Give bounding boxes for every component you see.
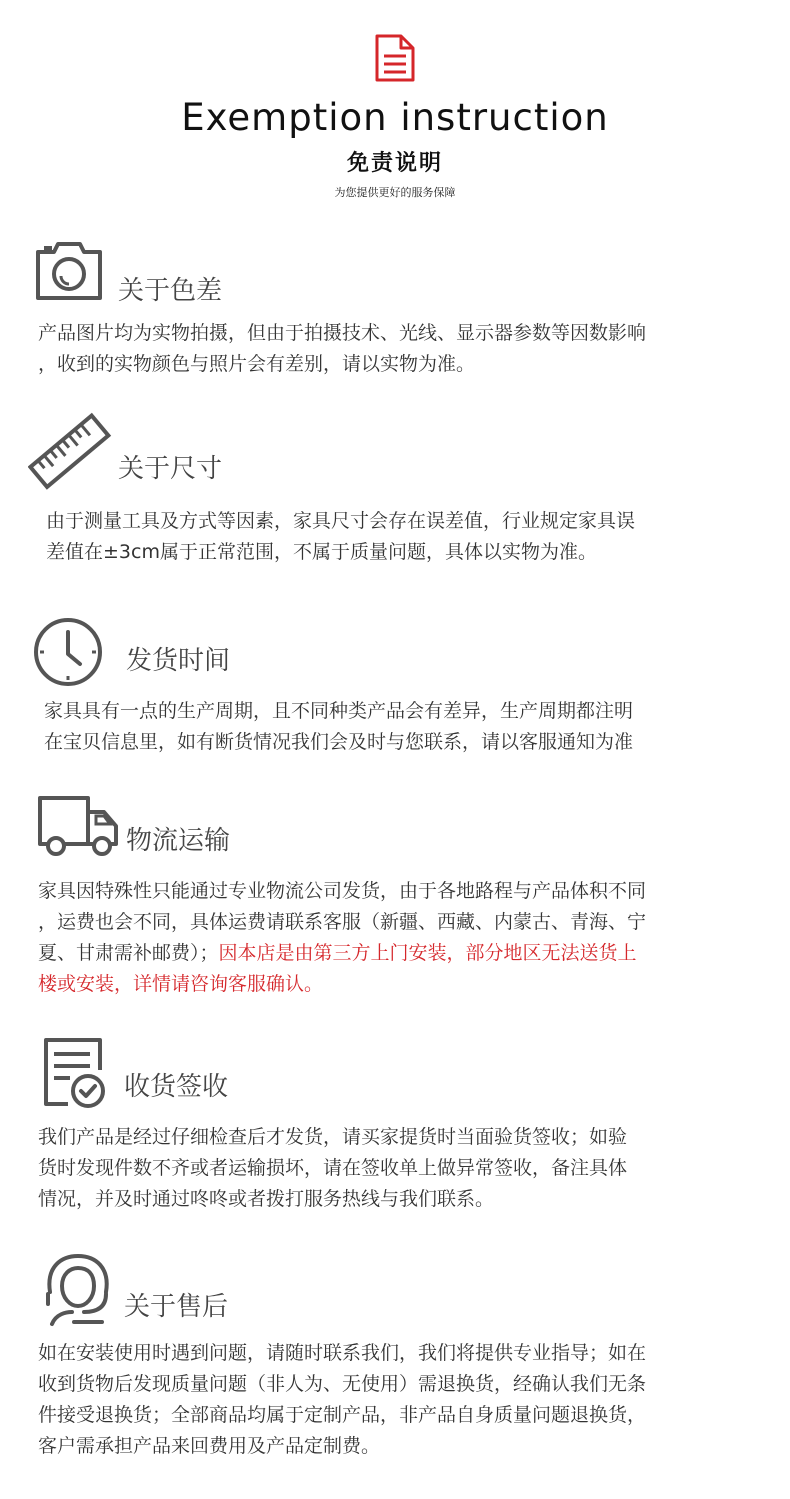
camera-icon — [34, 238, 104, 302]
section-body — [44, 696, 774, 758]
installation-notice: 因本店是由第三方上门安装，部分地区无法送货上 — [218, 942, 637, 964]
customer-service-icon — [40, 1252, 116, 1328]
section-title: 关于色差 — [118, 276, 223, 306]
section-body — [38, 318, 768, 380]
section-line: 件接受退换货；全部商品均属于定制产品，非产品自身质量问题退换货， — [38, 1404, 647, 1426]
section-line: 家具具有一点的生产周期，且不同种类产品会有差异，生产周期都注明 — [44, 700, 634, 722]
document-check-icon — [40, 1036, 110, 1110]
section-line: 如在安装使用时遇到问题，请随时联系我们，我们将提供专业指导；如在 — [38, 1342, 647, 1364]
section-title: 发货时间 — [126, 646, 231, 676]
shipping-fee-note: 夏、甘肃需补邮费）； — [38, 942, 219, 964]
section-body — [38, 876, 768, 1000]
section-line: 情况，并及时通过咚咚或者拨打服务热线与我们联系。 — [38, 1188, 495, 1210]
section-line: 客户需承担产品来回费用及产品定制费。 — [38, 1435, 381, 1457]
section-line: ，运费也会不同，具体运费请联系客服（新疆、西藏、内蒙古、青海、宁 — [38, 911, 647, 933]
installation-notice-continued: 楼或安装，详情请咨询客服确认。 — [38, 973, 324, 995]
section-body — [38, 1338, 768, 1462]
section-line — [38, 938, 768, 969]
section-body — [46, 506, 776, 568]
section-line: 差值在±3cm属于正常范围，不属于质量问题，具体以实物为准。 — [46, 541, 597, 563]
clock-icon — [32, 616, 104, 688]
section-title: 物流运输 — [126, 826, 231, 856]
document-icon — [373, 32, 417, 84]
subtitle: 为您提供更好的服务保障 — [334, 186, 456, 199]
title-chinese: 免责说明 — [346, 150, 443, 176]
section-title: 关于售后 — [124, 1292, 229, 1322]
truck-icon — [36, 792, 120, 858]
section-body — [38, 1122, 768, 1215]
section-line: ，收到的实物颜色与照片会有差别，请以实物为准。 — [38, 353, 476, 375]
section-line: 家具因特殊性只能通过专业物流公司发货，由于各地路程与产品体积不同 — [38, 880, 647, 902]
section-line: 我们产品是经过仔细检查后才发货，请买家提货时当面验货签收；如验 — [38, 1126, 628, 1148]
section-line: 货时发现件数不齐或者运输损坏，请在签收单上做异常签收，备注具体 — [38, 1157, 628, 1179]
section-title: 关于尺寸 — [118, 454, 223, 484]
section-line: 在宝贝信息里，如有断货情况我们会及时与您联系，请以客服通知为准 — [44, 731, 634, 753]
section-title: 收货签收 — [124, 1072, 229, 1102]
title-english: Exemption instruction — [181, 96, 609, 139]
section-line: 产品图片均为实物拍摄，但由于拍摄技术、光线、显示器参数等因数影响 — [38, 322, 647, 344]
ruler-icon — [28, 412, 112, 492]
section-line: 由于测量工具及方式等因素，家具尺寸会存在误差值，行业规定家具误 — [46, 510, 636, 532]
section-line: 收到货物后发现质量问题（非人为、无使用）需退换货，经确认我们无条 — [38, 1373, 647, 1395]
